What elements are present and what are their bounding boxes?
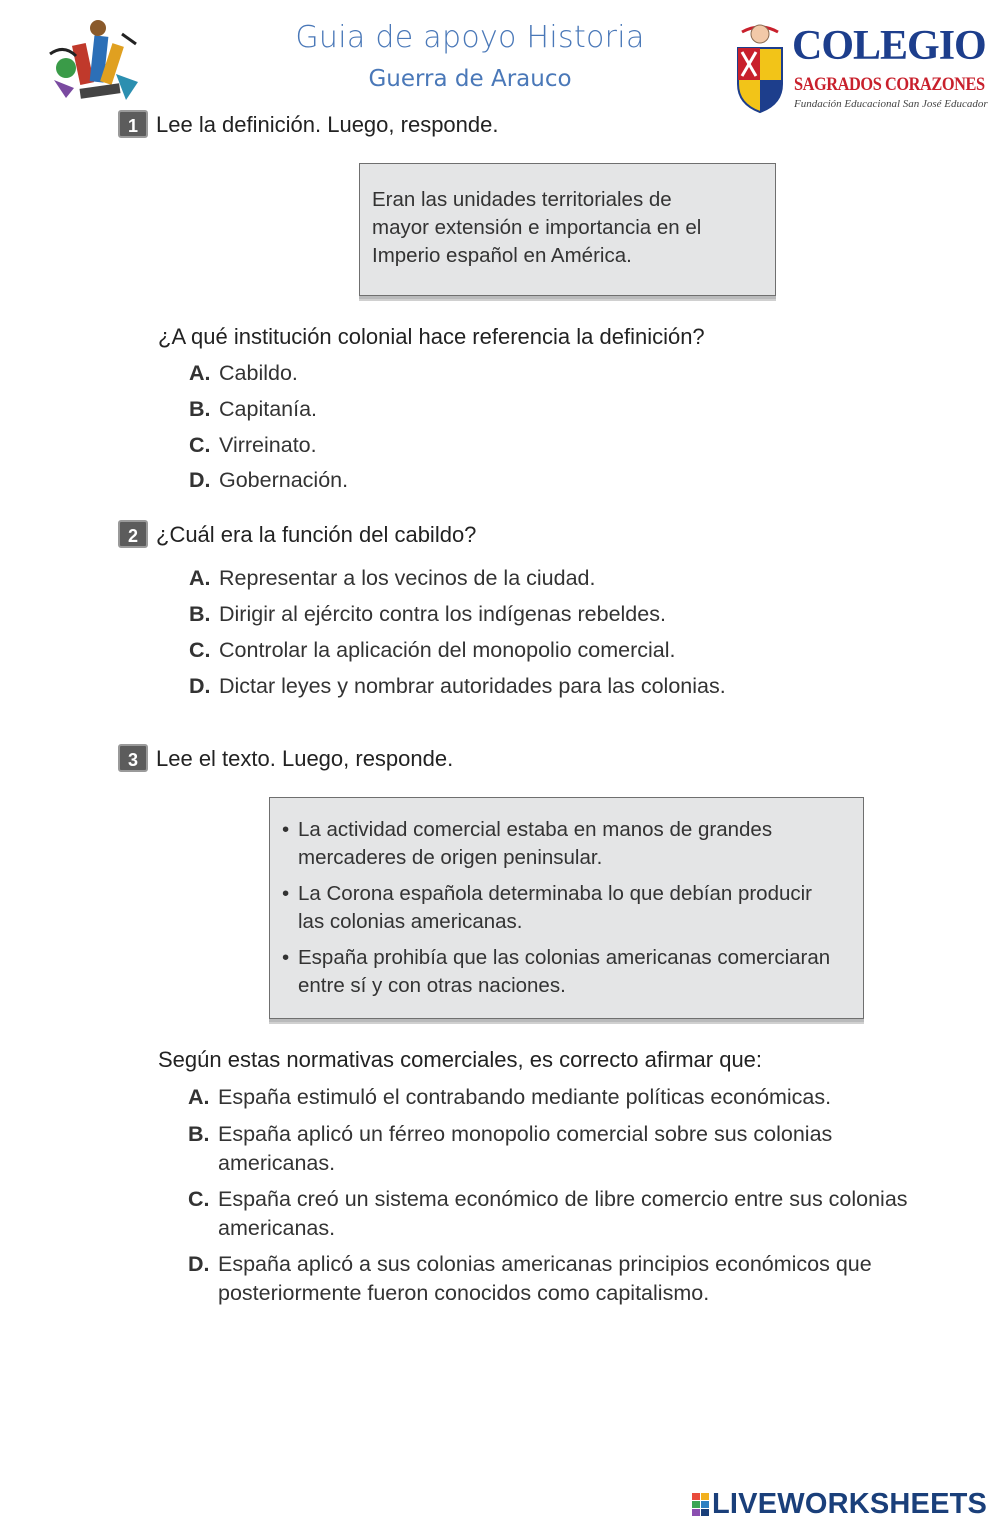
definition-line: mayor extensión e importancia en el	[372, 216, 702, 239]
list-item	[274, 880, 839, 936]
option-letter: B.	[189, 602, 211, 626]
question-3-instruction: Lee el texto. Luego, responde.	[156, 746, 454, 771]
brand-text: LIVEWORKSHEETS	[712, 1488, 988, 1520]
question-1-header	[118, 110, 499, 138]
option-text: Controlar la aplicación del monopolio comercial.	[219, 638, 676, 662]
option-letter: C.	[189, 433, 211, 457]
school-subname: SAGRADOS CORAZONES	[794, 74, 985, 95]
question-3-prompt: Según estas normativas comerciales, es correcto afirmar que:	[158, 1047, 763, 1072]
question-2-text: ¿Cuál era la función del cabildo?	[156, 522, 477, 547]
option-letter: A.	[189, 566, 211, 590]
definition-box	[359, 163, 776, 296]
page-title: Guia de apoyo Historia	[295, 20, 645, 55]
question-number-badge: 1	[118, 110, 148, 138]
option-text: Cabildo.	[219, 361, 298, 385]
bullet-icon: •	[282, 818, 290, 841]
school-name: COLEGIO	[792, 23, 986, 69]
option-text: Gobernación.	[219, 468, 349, 492]
school-shield-icon	[728, 22, 792, 114]
bullet-text: La actividad comercial estaba en manos de grandes mercaderes de origen peninsular.	[298, 818, 773, 869]
option-text: Dictar leyes y nombrar autoridades para las colonias.	[219, 674, 726, 698]
option-text: España creó un sistema económico de libre comercio entre sus colonias americanas.	[218, 1187, 908, 1240]
definition-line: Imperio español en América.	[372, 244, 632, 267]
option-text: España estimuló el contrabando mediante políticas económicas.	[218, 1085, 832, 1109]
option-letter: A.	[189, 361, 211, 385]
option-letter: A.	[188, 1085, 210, 1109]
bullet-icon: •	[282, 946, 290, 969]
option-letter: D.	[189, 674, 211, 698]
option-letter: B.	[189, 397, 211, 421]
bullet-text: La Corona española determinaba lo que debían producir las colonias americanas.	[298, 882, 813, 933]
page-subtitle: Guerra de Arauco	[368, 66, 572, 92]
school-foundation: Fundación Educacional San José Educador	[794, 98, 988, 110]
option-letter: C.	[189, 638, 211, 662]
definition-line: Eran las unidades territoriales de	[372, 188, 672, 211]
question-number-badge: 3	[118, 744, 148, 772]
historia-logo-icon	[46, 14, 146, 106]
normatives-list	[274, 816, 839, 1000]
question-number-badge: 2	[118, 520, 148, 548]
option-text: Capitanía.	[219, 397, 318, 421]
option-text: Representar a los vecinos de la ciudad.	[219, 566, 596, 590]
liveworksheets-brand[interactable]	[692, 1488, 992, 1522]
option-text: Virreinato.	[219, 433, 317, 457]
option-letter: D.	[189, 468, 211, 492]
bullet-icon: •	[282, 882, 290, 905]
option-letter: B.	[188, 1122, 210, 1146]
option-text: Dirigir al ejército contra los indígenas rebeldes.	[219, 602, 666, 626]
question-3-header	[118, 744, 454, 772]
list-item	[274, 944, 839, 1000]
option-letter: C.	[188, 1187, 210, 1211]
option-letter: D.	[188, 1252, 210, 1276]
question-1-instruction: Lee la definición. Luego, responde.	[156, 112, 499, 137]
bullet-text: España prohibía que las colonias americanas comerciaran entre sí y con otras naciones.	[298, 946, 831, 997]
question-1-prompt: ¿A qué institución colonial hace referencia la definición?	[158, 324, 705, 349]
option-text: España aplicó un férreo monopolio comercial sobre sus colonias americanas.	[218, 1122, 833, 1175]
list-item	[274, 816, 839, 872]
text-box	[269, 797, 864, 1019]
question-2-header	[118, 520, 477, 548]
option-text: España aplicó a sus colonias americanas principios económicos que posteriormente fueron conocidos como capitalismo.	[218, 1252, 872, 1305]
liveworksheets-logo-icon	[692, 1493, 710, 1517]
